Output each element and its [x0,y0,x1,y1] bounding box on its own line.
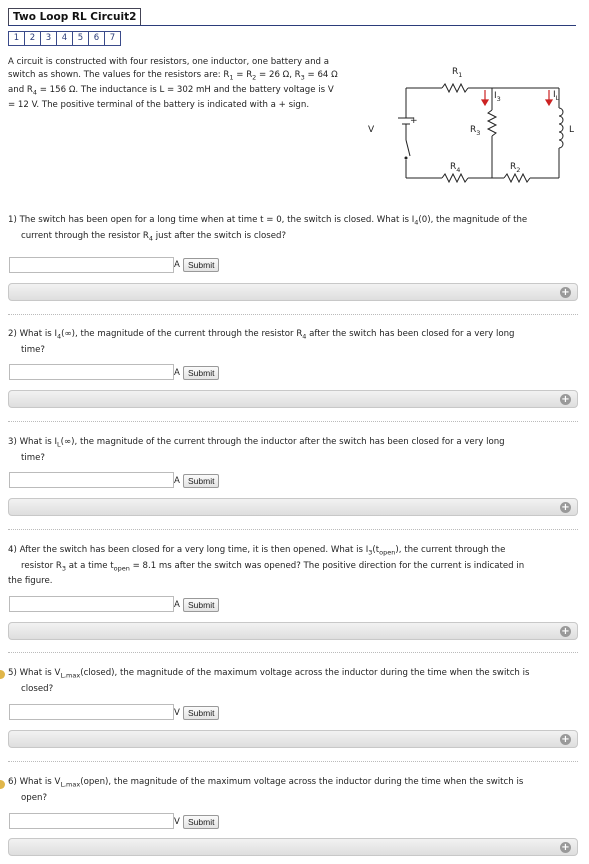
divider [8,761,578,762]
expand-plus-icon[interactable]: + [561,734,570,745]
question-text: (∞), the magnitude of the current through the inductor after the switch has been closed for a very long [60,437,505,447]
question-3 [8,436,578,465]
divider [8,314,578,315]
sub: 3 [300,73,305,82]
question-text: What is I [19,329,58,339]
tab-2[interactable]: 2 [24,31,41,46]
status-dot [0,670,5,679]
sub: 4 [414,218,419,227]
label-i3: $I_3$ [494,91,501,103]
expand-plus-icon[interactable]: + [561,394,570,405]
label-l: L [569,125,575,135]
title-underline [8,25,576,26]
tab-1[interactable]: 1 [8,31,25,46]
problem-text: = R [233,69,253,80]
question-text: (∞), the magnitude of the current through the resistor R [61,329,303,339]
problem-text: = 64 Ω [304,69,338,80]
question-text: time? [21,452,45,463]
question-text: = 8.1 ms after the switch was opened? The positive direction for the current is indicated in [129,560,525,571]
feedback-bar-1[interactable] [8,283,578,301]
problem-line: = 12 V. The positive terminal of the battery is indicated with a + sign. [8,100,310,111]
problem-line: and R [8,84,33,95]
answer-input-4[interactable] [9,596,174,612]
feedback-bar-2[interactable] [8,390,578,408]
sub: 4 [148,234,154,243]
answer-input-2[interactable] [9,364,174,380]
answer-input-6[interactable] [9,813,174,829]
expand-plus-icon[interactable]: + [561,842,570,853]
problem-statement [8,56,364,112]
question-1 [8,214,578,245]
question-6 [8,776,578,805]
sub: L,max [60,780,81,789]
question-text: (t [372,545,380,555]
sub: open [113,564,130,573]
question-number: 4) [8,545,17,555]
question-text: resistor R [21,560,62,571]
status-dot [0,780,5,789]
sub: 2 [252,73,257,82]
sub: L,max [60,671,81,680]
submit-button-1[interactable]: Submit [183,258,219,272]
submit-button-6[interactable]: Submit [183,815,219,829]
submit-button-3[interactable]: Submit [183,474,219,488]
divider [8,421,578,422]
unit-label-6: V [174,817,180,827]
question-number: 6) [8,777,17,787]
unit-label-3: A [174,476,180,486]
tab-5[interactable]: 5 [72,31,89,46]
submit-button-2[interactable]: Submit [183,366,219,380]
problem-text: = 26 Ω, R [256,69,301,80]
circuit-diagram [364,60,576,190]
label-r4: $R_4$ [450,162,461,174]
question-text: What is I [19,437,58,447]
sub: L [57,440,61,449]
label-il: $I_L$ [553,90,560,102]
unit-label-4: A [174,600,180,610]
label-v: V [368,125,375,135]
question-text: (0), the magnitude of the [418,215,528,225]
submit-button-4[interactable]: Submit [183,598,219,612]
unit-label-5: V [174,708,180,718]
question-number: 1) [8,215,17,225]
question-tabs [8,31,120,46]
submit-button-5[interactable]: Submit [183,706,219,720]
problem-line: switch as shown. The values for the resistors are: R [8,69,230,80]
label-r2: $R_2$ [510,162,521,174]
expand-plus-icon[interactable]: + [561,502,570,513]
question-number: 3) [8,437,17,447]
question-text: at a time t [65,560,114,571]
label-r3: $R_3$ [470,125,481,137]
question-text: (open), the magnitude of the maximum voltage across the inductor during the time when the switch is [80,777,524,787]
tab-7[interactable]: 7 [104,31,121,46]
sub: 3 [61,564,66,573]
question-text: after the switch has been closed for a very long [306,329,515,339]
question-number: 5) [8,668,17,678]
divider [8,529,578,530]
question-text: just after the switch is closed? [153,230,287,241]
question-text: open? [21,792,48,803]
question-number: 2) [8,329,17,339]
label-plus: + [410,116,418,126]
question-4 [8,544,578,588]
feedback-bar-5[interactable] [8,730,578,748]
question-text: ), the current through the [395,545,506,555]
question-text: What is V [19,668,61,678]
question-text: What is V [19,777,61,787]
sub: 4 [302,332,307,341]
sub: open [379,548,396,557]
question-text: (closed), the magnitude of the maximum voltage across the inductor during the time when the switch is [80,668,530,678]
answer-input-3[interactable] [9,472,174,488]
sub: 4 [32,88,38,97]
unit-label-2: A [174,368,180,378]
unit-label-1: A [174,260,180,270]
question-text: the figure. [8,576,53,587]
question-5 [8,667,578,696]
question-text: The switch has been open for a long time when at time t = 0, the switch is closed. What is I [19,215,415,225]
sub: 4 [57,332,62,341]
tab-4[interactable]: 4 [56,31,73,46]
feedback-bar-3[interactable] [8,498,578,516]
label-r1: $R_1$ [452,67,463,79]
expand-plus-icon[interactable]: + [561,287,570,298]
sub: 1 [229,73,234,82]
tab-3[interactable]: 3 [40,31,57,46]
sub: 3 [368,548,373,557]
question-text: current through the resistor R [21,230,149,241]
question-text: closed? [21,683,54,694]
page-title: Two Loop RL Circuit2 [8,8,141,26]
feedback-bar-6[interactable] [8,838,578,856]
divider [8,652,578,653]
answer-input-1[interactable] [9,257,174,273]
question-text: time? [21,344,45,355]
answer-input-5[interactable] [9,704,174,720]
question-2 [8,328,578,357]
expand-plus-icon[interactable]: + [561,626,570,637]
problem-line: A circuit is constructed with four resistors, one inductor, one battery and a [8,57,329,67]
question-text: After the switch has been closed for a very long time, it is then opened. What is I [19,545,369,555]
tab-6[interactable]: 6 [88,31,105,46]
feedback-bar-4[interactable] [8,622,578,640]
problem-text: = 156 Ω. The inductance is L = 302 mH and the battery voltage is V [37,84,334,95]
